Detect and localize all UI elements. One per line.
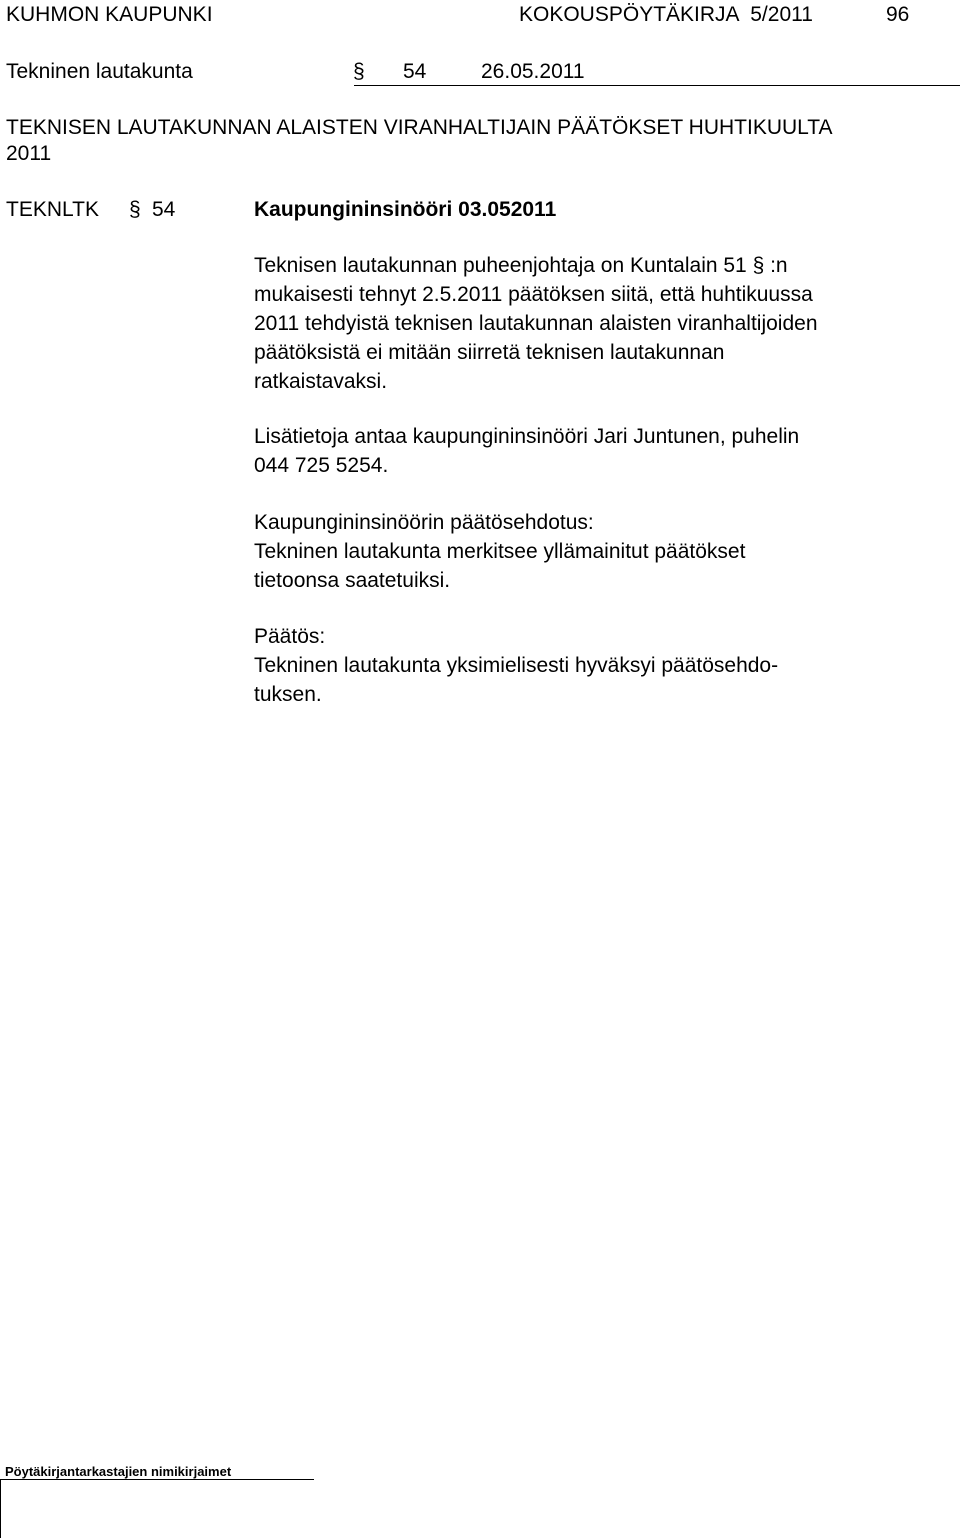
- case-number: 54: [152, 198, 176, 221]
- case-reference: TEKNLTK: [6, 198, 99, 221]
- paragraph-decision-summary: [254, 251, 944, 396]
- text-line: 2011 tehdyistä teknisen lautakunnan alaisten viranhaltijoiden: [254, 312, 818, 335]
- text-line: Lisätietoja antaa kaupungininsinööri Jari Juntunen, puhelin: [254, 425, 800, 448]
- paragraph-proposal: [254, 508, 944, 595]
- text-line: tuksen.: [254, 683, 322, 706]
- text-line: ratkaistavaksi.: [254, 370, 388, 393]
- committee-name: Tekninen lautakunta: [6, 60, 193, 83]
- document-title-line-2: 2011: [6, 142, 52, 165]
- text-line: päätöksistä ei mitään siirretä teknisen lautakunnan: [254, 341, 725, 364]
- case-symbol: §: [129, 198, 141, 221]
- text-line: Teknisen lautakunnan puheenjohtaja on Kuntalain 51 § :n: [254, 254, 788, 277]
- org-name: KUHMON KAUPUNKI: [6, 3, 213, 26]
- footer-initials-label: Pöytäkirjantarkastajien nimikirjaimet: [5, 1464, 232, 1479]
- paragraph-contact-info: [254, 422, 944, 480]
- footer-rule-vertical: [0, 1479, 1, 1538]
- page-number: 96: [886, 3, 910, 26]
- text-line: mukaisesti tehnyt 2.5.2011 päätöksen siitä, että huhtikuussa: [254, 283, 813, 306]
- paragraph-decision: [254, 622, 944, 709]
- text-line: 044 725 5254.: [254, 454, 389, 477]
- text-line: Tekninen lautakunta merkitsee yllämainitut päätökset: [254, 540, 746, 563]
- document-type: [519, 2, 813, 28]
- case-author-date: Kaupungininsinööri 03.052011: [254, 198, 557, 221]
- proposal-heading: Kaupungininsinöörin päätösehdotus:: [254, 511, 594, 534]
- decision-heading: Päätös:: [254, 625, 326, 648]
- header-rule: [354, 85, 960, 86]
- issue-number: 5/2011: [750, 3, 813, 26]
- text-line: Tekninen lautakunta yksimielisesti hyväksyi päätösehdo-: [254, 654, 779, 677]
- footer-rule-horizontal: [0, 1479, 314, 1480]
- meeting-date: 26.05.2011: [481, 60, 585, 83]
- text-line: tietoonsa saatetuiksi.: [254, 569, 451, 592]
- section-number: 54: [403, 60, 427, 83]
- document-title-line-1: TEKNISEN LAUTAKUNNAN ALAISTEN VIRANHALTIJAIN PÄÄTÖKSET HUHTIKUULTA: [6, 116, 833, 139]
- doc-type: KOKOUSPÖYTÄKIRJA: [519, 3, 739, 26]
- section-symbol: §: [353, 60, 365, 83]
